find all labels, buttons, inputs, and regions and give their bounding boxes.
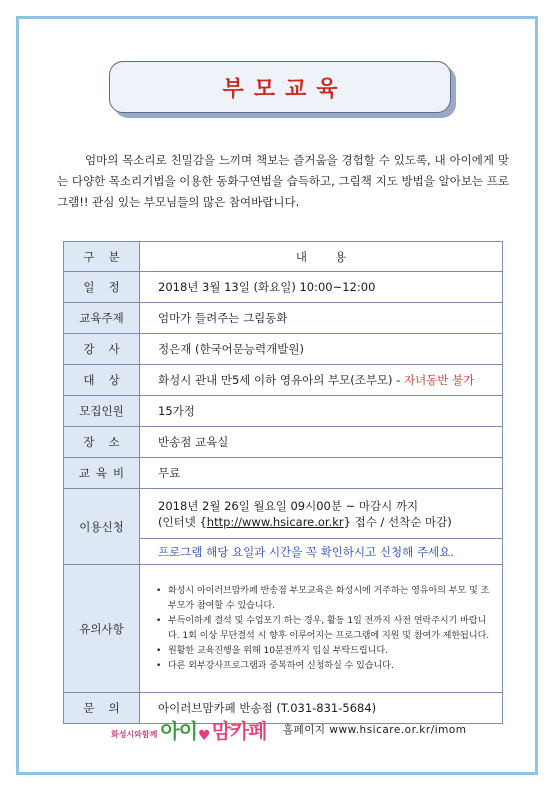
imom-cafe-logo: [111, 714, 271, 744]
logo-part1: 아이: [160, 719, 198, 743]
document-page: [16, 16, 538, 775]
row-label-capacity: 모집인원: [64, 396, 140, 427]
table-row-fee: [64, 458, 503, 489]
row-value-capacity: 15가정: [140, 396, 503, 427]
page-title: 부모교육: [222, 76, 348, 102]
row-label-topic: 교육주제: [64, 303, 140, 334]
row-value-topic: 엄마가 들려주는 그림동화: [140, 303, 503, 334]
apply-line2-suffix: } 접수 / 선착순 마감): [343, 514, 452, 529]
row-label-target: 대상: [64, 365, 140, 396]
row-value-fee: 무료: [140, 458, 503, 489]
intro-paragraph: 엄마의 목소리로 친밀감을 느끼며 책보는 즐거움을 경험할 수 있도록, 내 아이에게 맞는 다양한 목소리기법을 이용한 동화구연법을 습득하고, 그림책 지도 방법을 알아보는 프로그램!! 관심 있는 부모님들의 많은 참여바랍니다.: [57, 153, 509, 209]
notice-item: • 다른 외부강사프로그램과 중복하여 신청하실 수 있습니다.: [156, 659, 492, 674]
row-value-lecturer: 정은재 (한국어문능력개발원): [140, 334, 503, 365]
header-value: 내용: [140, 242, 503, 272]
row-label-notice: 유의사항: [64, 565, 140, 693]
row-label-date: 일정: [64, 272, 140, 303]
apply-line1: 2018년 2월 26일 월요일 09시00분 ~ 마감시 까지: [158, 498, 419, 513]
table-row-notice: [64, 565, 503, 693]
notice-item: • 부득이하게 결석 및 수업포기 하는 경우, 활동 1일 전까지 사전 연락주시기 바랍니다. 1회 이상 무단결석 시 향후 이루어지는 프로그램에 지원 및 참여가 제한됩니다.: [156, 614, 492, 644]
row-value-target: [140, 365, 503, 396]
apply-line2: [158, 514, 502, 530]
row-label-apply: 이용신청: [64, 489, 140, 565]
target-warning: 자녀동반 불가: [404, 373, 475, 387]
row-value-date: 2018년 3월 13일 (화요일) 10:00~12:00: [140, 272, 503, 303]
table-row-lecturer: [64, 334, 503, 365]
logo-prefix: 화성시와함께: [111, 730, 158, 739]
table-row-capacity: [64, 396, 503, 427]
row-label-contact: 문의: [64, 693, 140, 724]
row-label-lecturer: 강사: [64, 334, 140, 365]
info-table: [63, 241, 503, 724]
row-value-place: 반송점 교육실: [140, 427, 503, 458]
row-label-place: 장소: [64, 427, 140, 458]
row-value-contact: 아이러브맘카페 반송점 (T.031-831-5684): [140, 693, 503, 724]
row-label-fee: 교육비: [64, 458, 140, 489]
notice-item: • 화성시 아이러브맘카페 반송점 부모교육은 화성시에 거주하는 영유아의 부모 및 조부모가 참여할 수 있습니다.: [156, 584, 492, 614]
row-value-apply: [140, 489, 503, 539]
table-row-apply: [64, 489, 503, 539]
footer: [111, 714, 471, 744]
table-row-date: [64, 272, 503, 303]
heart-icon: ♥: [198, 728, 211, 744]
header-label: 구분: [64, 242, 140, 272]
row-value-notice: [140, 565, 503, 693]
table-row-topic: [64, 303, 503, 334]
notice-item: • 원활한 교육진행을 위해 10분전까지 입실 부탁드립니다.: [156, 644, 492, 659]
logo-part2: 맘카페: [211, 719, 267, 743]
target-text: 화성시 관내 만5세 이하 영유아의 부모(조부모) -: [158, 373, 404, 387]
title-box: [109, 61, 451, 113]
apply-website-link[interactable]: http://www.hsicare.or.kr: [206, 514, 344, 529]
table-row-place: [64, 427, 503, 458]
table-header-row: [64, 242, 503, 272]
table-row-target: [64, 365, 503, 396]
apply-note: 프로그램 해당 요일과 시간을 꼭 확인하시고 신청해 주세요.: [140, 539, 503, 565]
notice-list: [140, 574, 502, 684]
homepage-link[interactable]: 홈페이지 www.hsicare.or.kr/imom: [283, 723, 467, 736]
apply-line2-prefix: (인터넷 {: [158, 514, 207, 529]
